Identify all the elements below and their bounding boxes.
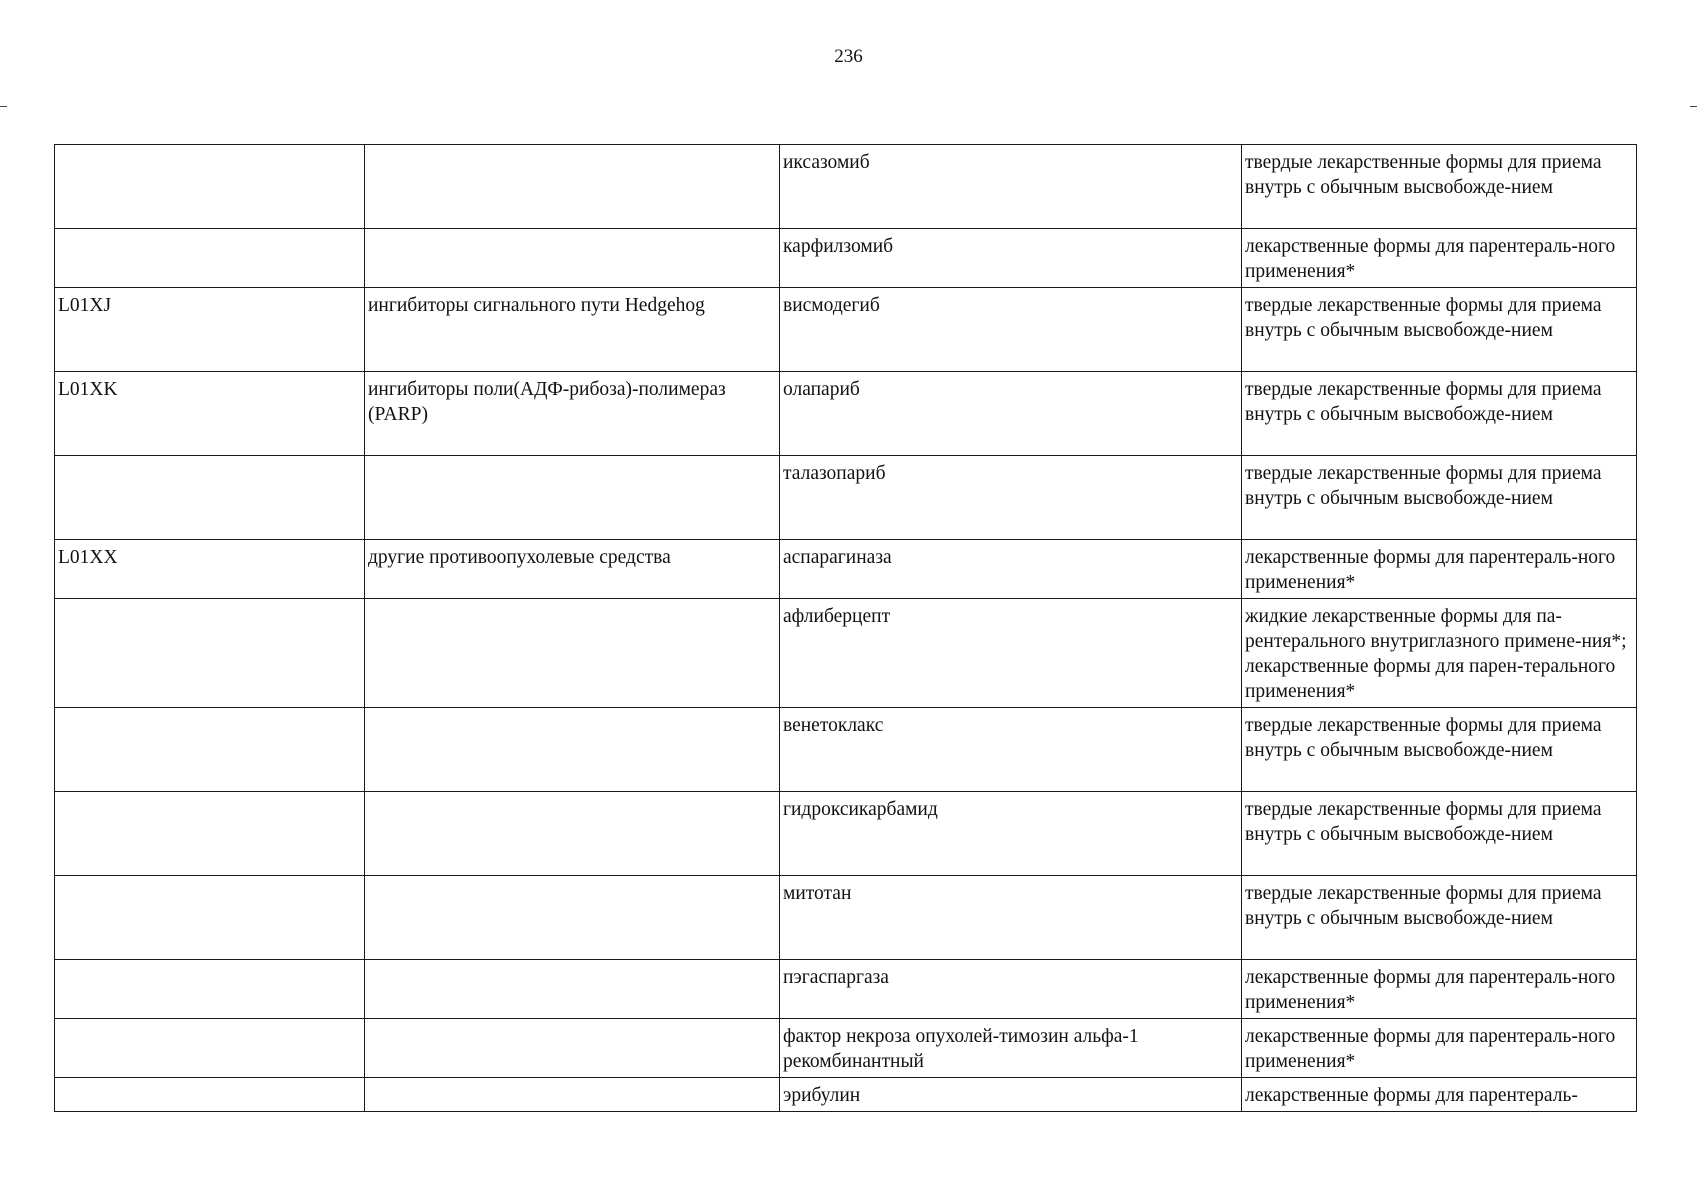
table-row: [55, 288, 1637, 372]
atc-code-cell: [55, 456, 365, 540]
table-row: [55, 540, 1637, 599]
table-row: [55, 708, 1637, 792]
left-edge-mark: [0, 106, 7, 107]
atc-code-cell: L01XJ: [55, 288, 365, 372]
dosage-form-cell: лекарственные формы для парентераль-ного применения*: [1242, 540, 1637, 599]
table-row: [55, 1078, 1637, 1112]
atc-code-cell: [55, 876, 365, 960]
drug-name-cell: гидроксикарбамид: [780, 792, 1242, 876]
drug-name-cell: аспарагиназа: [780, 540, 1242, 599]
drug-name-cell: венетоклакс: [780, 708, 1242, 792]
dosage-form-cell: лекарственные формы для парентераль-ного применения*: [1242, 229, 1637, 288]
dosage-form-cell: твердые лекарственные формы для приема внутрь с обычным высвобожде-нием: [1242, 372, 1637, 456]
drug-name-cell: карфилзомиб: [780, 229, 1242, 288]
group-cell: [365, 708, 780, 792]
table-row: [55, 1019, 1637, 1078]
drug-name-cell: пэгаспаргаза: [780, 960, 1242, 1019]
right-edge-mark: [1690, 106, 1697, 107]
table-row: [55, 599, 1637, 708]
table-row: [55, 456, 1637, 540]
drug-name-cell: олапариб: [780, 372, 1242, 456]
drug-name-cell: фактор некроза опухолей-тимозин альфа-1 рекомбинантный: [780, 1019, 1242, 1078]
atc-code-cell: [55, 229, 365, 288]
dosage-form-cell: твердые лекарственные формы для приема внутрь с обычным высвобожде-нием: [1242, 456, 1637, 540]
table-row: [55, 145, 1637, 229]
group-cell: [365, 960, 780, 1019]
drug-name-cell: афлиберцепт: [780, 599, 1242, 708]
group-cell: другие противоопухолевые средства: [365, 540, 780, 599]
drug-name-cell: иксазомиб: [780, 145, 1242, 229]
group-cell: [365, 145, 780, 229]
group-cell: [365, 1019, 780, 1078]
dosage-form-cell: жидкие лекарственные формы для па-рентерального внутриглазного примене-ния*; лекарственные формы для парен-терального применения*: [1242, 599, 1637, 708]
dosage-form-cell: лекарственные формы для парентераль-: [1242, 1078, 1637, 1112]
group-cell: [365, 456, 780, 540]
atc-code-cell: [55, 1078, 365, 1112]
drug-table: [54, 144, 1637, 1112]
drug-name-cell: эрибулин: [780, 1078, 1242, 1112]
atc-code-cell: [55, 960, 365, 1019]
dosage-form-cell: лекарственные формы для парентераль-ного применения*: [1242, 960, 1637, 1019]
group-cell: [365, 792, 780, 876]
atc-code-cell: L01XX: [55, 540, 365, 599]
dosage-form-cell: лекарственные формы для парентераль-ного применения*: [1242, 1019, 1637, 1078]
dosage-form-cell: твердые лекарственные формы для приема внутрь с обычным высвобожде-нием: [1242, 708, 1637, 792]
atc-code-cell: [55, 708, 365, 792]
atc-code-cell: [55, 792, 365, 876]
atc-code-cell: [55, 599, 365, 708]
group-cell: ингибиторы сигнального пути Hedgehog: [365, 288, 780, 372]
atc-code-cell: [55, 145, 365, 229]
atc-code-cell: L01XK: [55, 372, 365, 456]
dosage-form-cell: твердые лекарственные формы для приема внутрь с обычным высвобожде-нием: [1242, 288, 1637, 372]
dosage-form-cell: твердые лекарственные формы для приема внутрь с обычным высвобожде-нием: [1242, 792, 1637, 876]
table-row: [55, 792, 1637, 876]
group-cell: [365, 876, 780, 960]
group-cell: ингибиторы поли(АДФ-рибоза)-полимераз (PARP): [365, 372, 780, 456]
dosage-form-cell: твердые лекарственные формы для приема внутрь с обычным высвобожде-нием: [1242, 876, 1637, 960]
table-row: [55, 229, 1637, 288]
drug-name-cell: талазопариб: [780, 456, 1242, 540]
dosage-form-cell: твердые лекарственные формы для приема внутрь с обычным высвобожде-нием: [1242, 145, 1637, 229]
table-row: [55, 960, 1637, 1019]
group-cell: [365, 599, 780, 708]
page-number: 236: [834, 46, 863, 67]
group-cell: [365, 1078, 780, 1112]
drug-name-cell: висмодегиб: [780, 288, 1242, 372]
table-row: [55, 372, 1637, 456]
table-row: [55, 876, 1637, 960]
atc-code-cell: [55, 1019, 365, 1078]
group-cell: [365, 229, 780, 288]
drug-name-cell: митотан: [780, 876, 1242, 960]
